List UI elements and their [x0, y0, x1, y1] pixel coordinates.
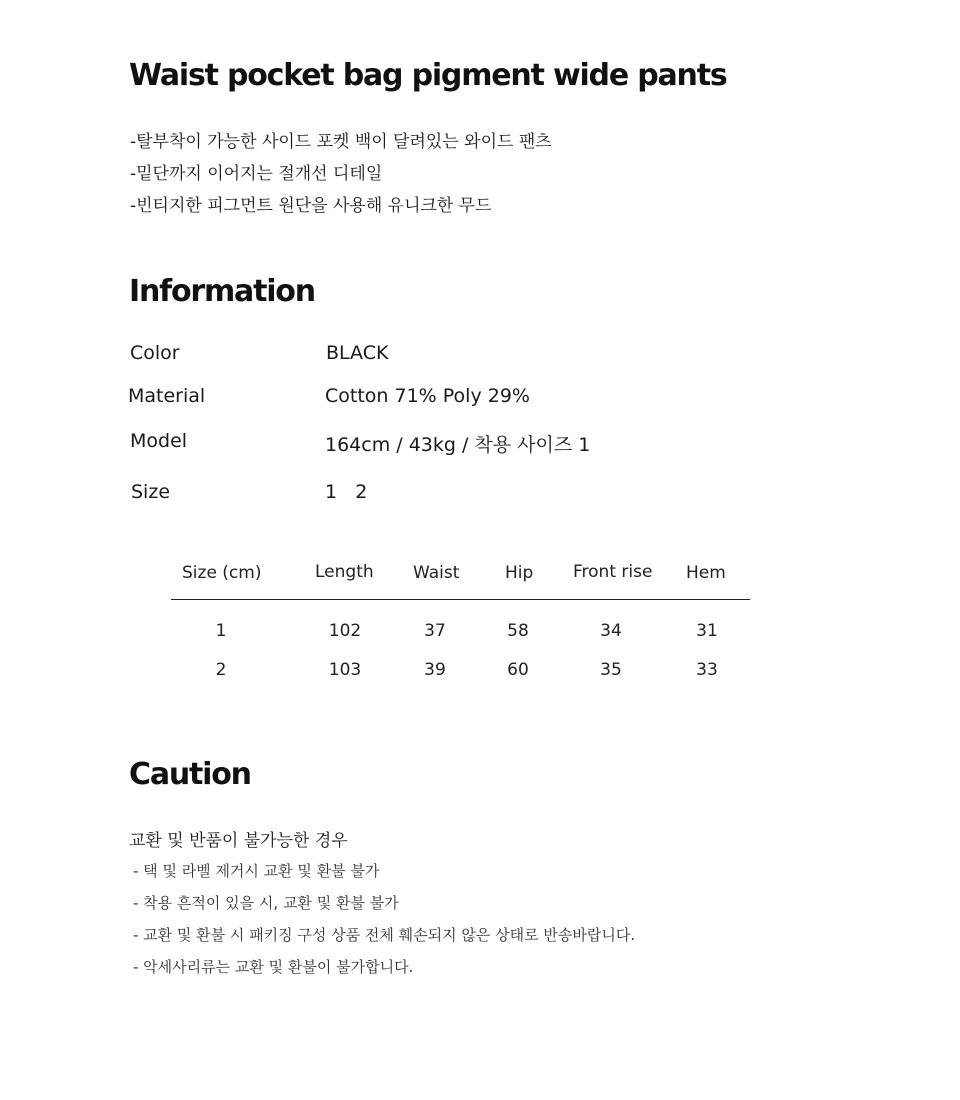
size-table-cell: 33	[696, 660, 718, 680]
size-table-cell: 103	[328, 660, 362, 680]
size-table-cell: 60	[507, 660, 529, 680]
size-table-cell: 102	[328, 621, 362, 641]
caution-heading: Caution	[129, 757, 251, 792]
info-label-color: Color	[130, 342, 180, 364]
description-line: -빈티지한 피그먼트 원단을 사용해 유니크한 무드	[130, 196, 492, 216]
size-table-cell: 39	[424, 660, 446, 680]
info-value-color: BLACK	[326, 342, 389, 364]
product-title: Waist pocket bag pigment wide pants	[129, 58, 727, 93]
caution-item: - 교환 및 환불 시 패키징 구성 상품 전체 훼손되지 않은 상태로 반송바랍니다.	[133, 926, 636, 944]
info-value-size: 1 2	[325, 481, 368, 503]
description-line: -탈부착이 가능한 사이드 포켓 백이 달려있는 와이드 팬츠	[130, 132, 552, 152]
caution-item: - 택 및 라벨 제거시 교환 및 환불 불가	[133, 862, 380, 880]
size-table-header: Hem	[686, 563, 726, 583]
size-table-cell: 58	[507, 621, 529, 641]
size-table-cell: 31	[696, 621, 718, 641]
size-table-cell: 1	[215, 621, 227, 641]
size-table-header: Length	[315, 562, 374, 582]
size-table-header: Size (cm)	[182, 563, 262, 583]
info-value-model: 164cm / 43kg / 착용 사이즈 1	[325, 434, 591, 456]
caution-subheading: 교환 및 반품이 불가능한 경우	[129, 831, 348, 851]
info-label-material: Material	[128, 385, 206, 407]
size-table-cell: 2	[215, 660, 227, 680]
description-line: -밑단까지 이어지는 절개선 디테일	[130, 164, 383, 184]
size-table-header: Front rise	[573, 562, 653, 582]
size-table-header: Hip	[505, 563, 534, 583]
size-table-divider	[171, 599, 750, 600]
caution-item: - 악세사리류는 교환 및 환불이 불가합니다.	[133, 958, 414, 976]
size-table-cell: 34	[600, 621, 622, 641]
size-table-cell: 35	[600, 660, 622, 680]
size-table-header: Waist	[413, 563, 460, 583]
info-value-material: Cotton 71% Poly 29%	[325, 385, 530, 407]
info-label-size: Size	[131, 481, 171, 503]
size-table-cell: 37	[424, 621, 446, 641]
information-heading: Information	[129, 274, 315, 309]
caution-item: - 착용 흔적이 있을 시, 교환 및 환불 불가	[133, 894, 399, 912]
info-label-model: Model	[130, 430, 188, 452]
